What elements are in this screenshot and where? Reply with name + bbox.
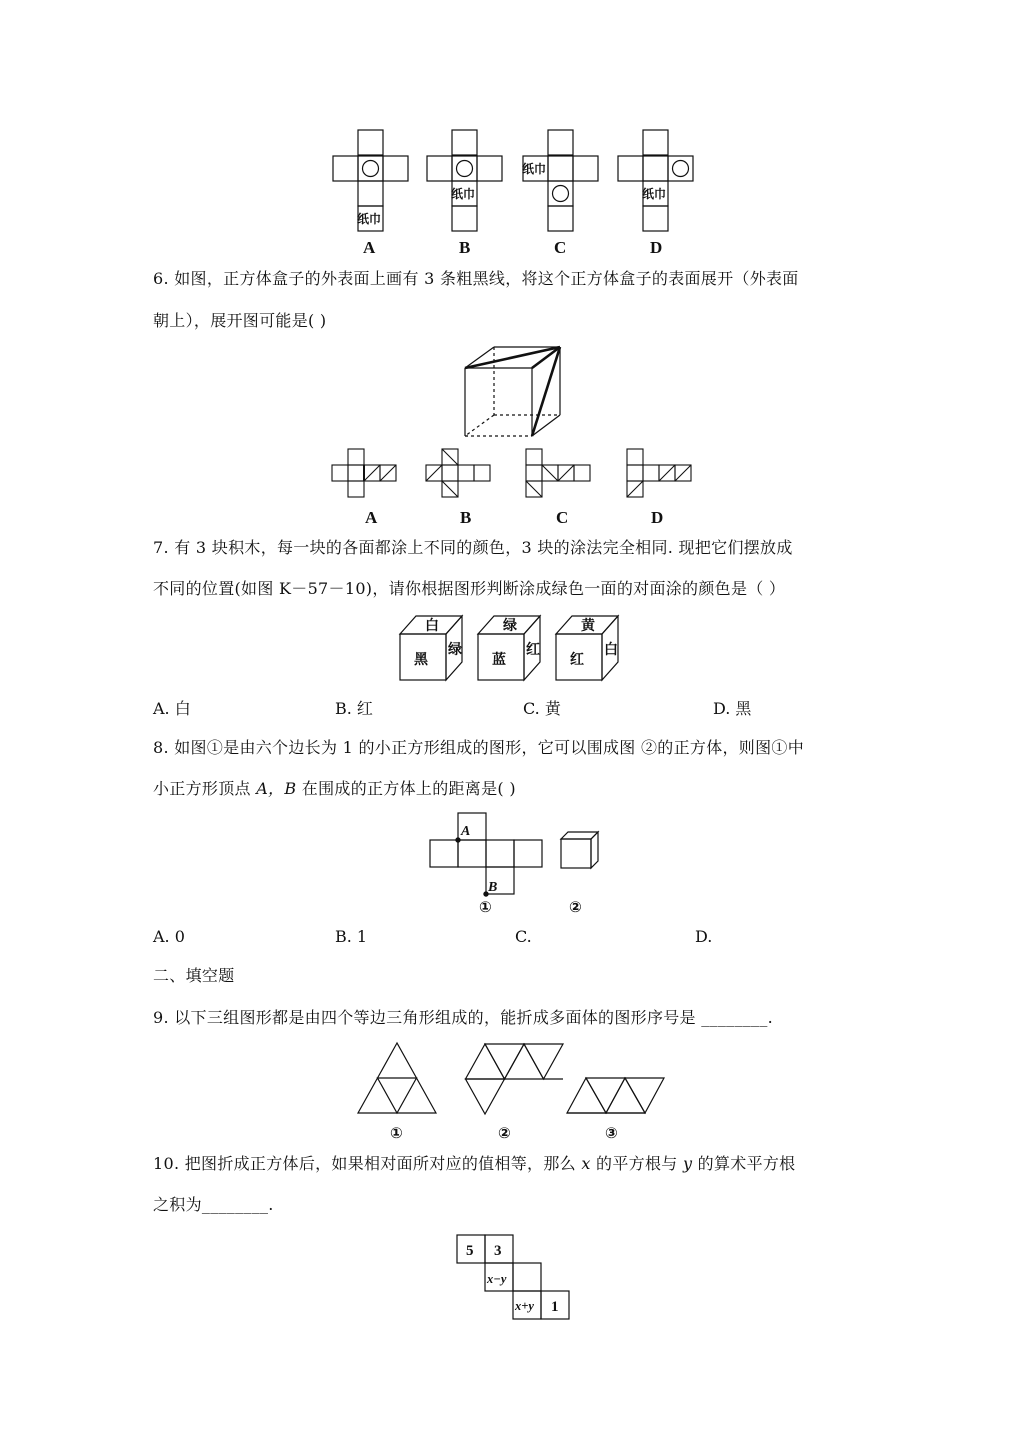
q10-var-y: y — [682, 1154, 693, 1173]
q10-line1-part3: 的算术平方根 — [692, 1154, 796, 1173]
q5-label-b: B — [459, 238, 471, 257]
q7-option-c: C. 黄 — [523, 699, 561, 718]
q7-line2: 不同的位置(如图 K－57－10)，请你根据图形判断涂成绿色一面的对面涂的颜色是（ ） — [153, 579, 786, 598]
q10-cell-x-plus-y: x+y — [515, 1299, 534, 1313]
q10-var-x: x — [581, 1154, 591, 1173]
q6-line1: 6. 如图，正方体盒子的外表面上画有 3 条粗黑线，将这个正方体盒子的表面展开（外表面 — [153, 269, 799, 288]
q9-triangles-figure — [350, 1036, 672, 1144]
q8-line2-part1: 小正方形顶点 — [153, 779, 257, 798]
q10-cell-1: 1 — [551, 1299, 559, 1315]
q7-cubes-figure — [396, 612, 632, 684]
q6-line2: 朝上），展开图可能是( ) — [153, 311, 327, 330]
q6-cube-figure — [460, 343, 570, 441]
q10-line1-part1: 10. 把图折成正方体后，如果相对面所对应的值相等，那么 — [153, 1154, 582, 1173]
q7-option-d: D. 黑 — [713, 699, 752, 718]
q7-cube2-top: 绿 — [503, 618, 517, 634]
q7-option-b: B. 红 — [335, 699, 373, 718]
q8-line1: 8. 如图①是由六个边长为 1 的小正方形组成的图形，它可以围成图 ②的正方体，则图①中 — [153, 738, 804, 757]
q5-label-c: C — [554, 238, 567, 257]
q6-label-d: D — [651, 508, 664, 527]
q9-label-2: ② — [498, 1124, 511, 1142]
q10-line1-part2: 的平方根与 — [590, 1154, 683, 1173]
q7-line1: 7. 有 3 块积木，每一块的各面都涂上不同的颜色，3 块的涂法完全相同. 现把它们摆放成 — [153, 538, 793, 557]
q8-fig1-label: ① — [479, 898, 492, 916]
q5-b-face-text: 纸巾 — [451, 187, 476, 201]
q8-line2-part2: 在围成的正方体上的距离是( ) — [296, 779, 516, 798]
q8-line2-vars: A，B — [256, 779, 297, 798]
q7-cube3-side: 白 — [604, 642, 618, 658]
q6-label-a: A — [365, 508, 378, 527]
q10-net-figure — [454, 1232, 574, 1324]
q8-point-b: B — [488, 880, 498, 895]
q5-a-face-text: 纸巾 — [357, 212, 382, 226]
q6-label-b: B — [460, 508, 472, 527]
q8-line2 — [153, 778, 516, 800]
q10-cell-5: 5 — [466, 1243, 474, 1259]
section-fill-blank-title: 二、填空题 — [153, 966, 235, 985]
q7-cube3-top: 黄 — [581, 618, 595, 634]
q7-cube2-front: 蓝 — [492, 652, 506, 668]
q5-nets-figure — [320, 122, 710, 234]
q10-line2: 之积为________. — [153, 1195, 274, 1214]
q8-net-figure — [426, 808, 622, 920]
q8-option-d: D. — [695, 927, 713, 946]
q6-nets-figure — [320, 446, 710, 502]
q6-label-c: C — [556, 508, 569, 527]
q9-label-1: ① — [390, 1124, 403, 1142]
q10-cell-x-minus-y: x−y — [487, 1272, 507, 1286]
q8-point-a: A — [461, 824, 471, 839]
q10-line1 — [153, 1153, 795, 1175]
q7-option-a: A. 白 — [153, 699, 191, 718]
q7-cube2-side: 红 — [526, 642, 540, 658]
q10-cell-3: 3 — [494, 1243, 502, 1259]
q5-label-d: D — [650, 238, 663, 257]
q5-d-face-text: 纸巾 — [642, 187, 667, 201]
q5-c-face-text: 纸巾 — [522, 162, 547, 176]
q8-option-a: A. 0 — [153, 927, 185, 946]
q8-option-c: C. — [515, 927, 532, 946]
q9-label-3: ③ — [605, 1124, 618, 1142]
q7-cube1-side: 绿 — [448, 642, 462, 658]
q8-fig2-label: ② — [569, 898, 582, 916]
q9-line: 9. 以下三组图形都是由四个等边三角形组成的，能折成多面体的图形序号是 ________. — [153, 1008, 774, 1027]
q7-cube1-top: 白 — [425, 618, 439, 634]
q7-cube3-front: 红 — [570, 652, 584, 668]
q8-option-b: B. 1 — [335, 927, 368, 946]
q7-cube1-front: 黑 — [414, 652, 428, 668]
q5-label-a: A — [363, 238, 376, 257]
